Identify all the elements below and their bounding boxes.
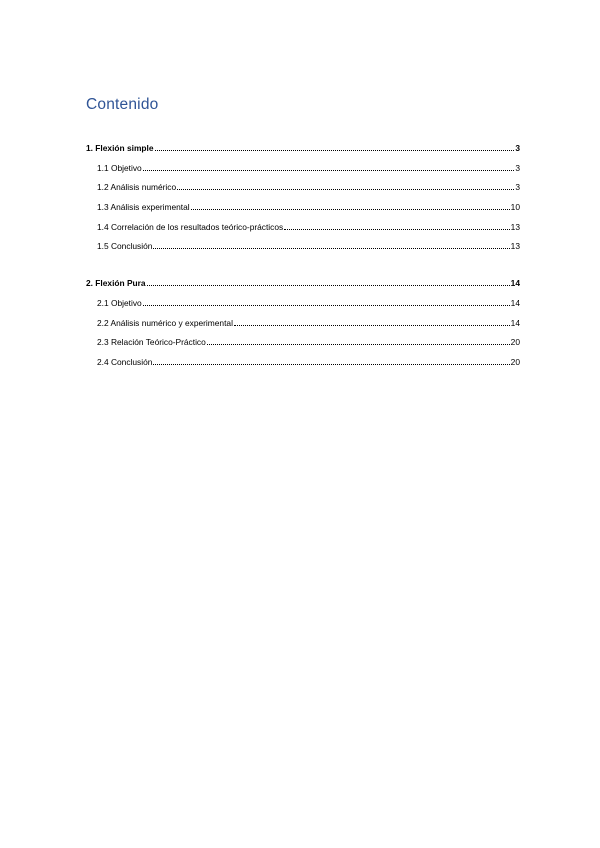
toc-entry-label: 1.2 Análisis numérico [97, 182, 177, 192]
toc-entry-2-3[interactable] [97, 337, 520, 348]
dot-leader [234, 318, 510, 326]
dot-leader [147, 278, 510, 286]
dot-leader [153, 357, 509, 365]
toc-entry-page: 14 [510, 318, 520, 328]
dot-leader [155, 143, 515, 151]
toc-entry-1-1[interactable] [97, 163, 520, 174]
toc-entry-label: 2.1 Objetivo [97, 298, 142, 308]
toc-entry-1-5[interactable] [97, 241, 520, 252]
dot-leader [191, 202, 510, 210]
toc-entry-page: 13 [510, 241, 520, 251]
toc-entry-1-4[interactable] [97, 222, 520, 233]
toc-entry-2-1[interactable] [97, 298, 520, 309]
toc-entry-label: 2.2 Análisis numérico y experimental [97, 318, 233, 328]
toc-entry-1[interactable] [86, 143, 520, 154]
dot-leader [207, 337, 510, 345]
toc-entry-2-4[interactable] [97, 357, 520, 368]
toc-entry-page: 14 [510, 278, 520, 288]
toc-entry-label: 1.5 Conclusión [97, 241, 153, 251]
toc-entry-label: 2.4 Conclusión [97, 357, 153, 367]
dot-leader [284, 222, 509, 230]
toc-entry-page: 20 [510, 357, 520, 367]
toc-entry-label: 1.3 Análisis experimental [97, 202, 190, 212]
toc-entry-label: 1.1 Objetivo [97, 163, 142, 173]
toc-entry-label: 2.3 Relación Teórico-Práctico [97, 337, 206, 347]
toc-entry-1-2[interactable] [97, 182, 520, 193]
toc-entry-label: 2. Flexión Pura [86, 278, 146, 288]
dot-leader [153, 241, 509, 249]
toc-entry-page: 3 [515, 143, 520, 153]
dot-leader [143, 163, 515, 171]
dot-leader [143, 298, 510, 306]
toc-entry-page: 3 [515, 182, 520, 192]
toc-entry-page: 10 [510, 202, 520, 212]
toc-entry-label: 1. Flexión simple [86, 143, 154, 153]
toc-entry-2[interactable] [86, 278, 520, 289]
toc-entry-page: 14 [510, 298, 520, 308]
dot-leader [177, 182, 514, 190]
toc-entry-1-3[interactable] [97, 202, 520, 213]
toc-entry-label: 1.4 Correlación de los resultados teórico-prácticos [97, 222, 284, 232]
toc-entry-2-2[interactable] [97, 318, 520, 329]
toc-title: Contenido [86, 96, 159, 113]
toc-entry-page: 20 [510, 337, 520, 347]
toc-entry-page: 3 [515, 163, 520, 173]
toc-entry-page: 13 [510, 222, 520, 232]
